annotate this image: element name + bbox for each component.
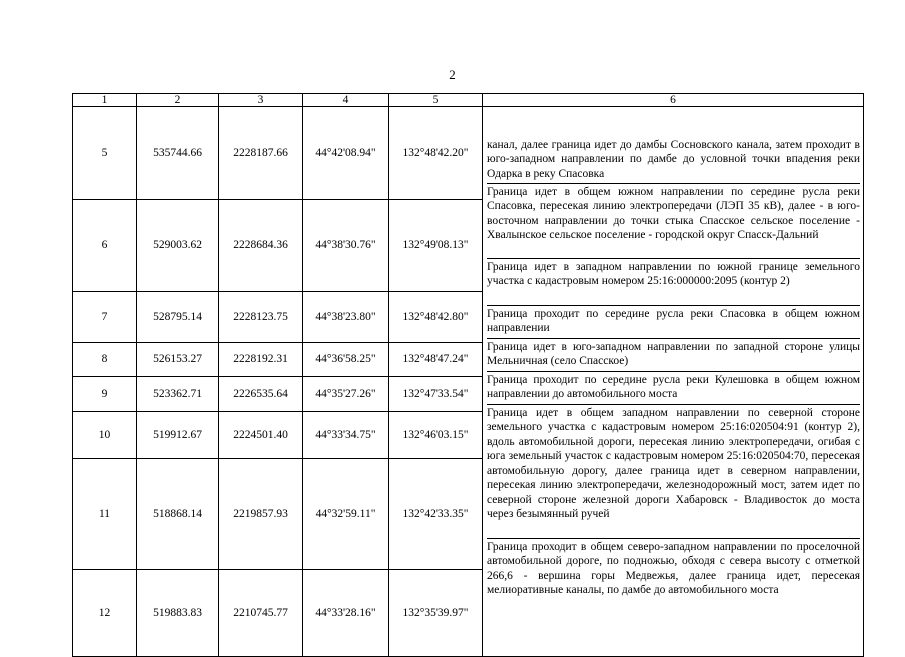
y-coordinate: 2226535.64 xyxy=(219,377,303,412)
point-number: 11 xyxy=(73,459,137,570)
boundary-description-column xyxy=(483,107,864,657)
x-coordinate: 529003.62 xyxy=(137,200,219,292)
y-coordinate: 2210745.77 xyxy=(219,570,303,657)
boundary-description: канал, далее граница идет до дамбы Сосновского канала, затем проходит в юго-западном направлении по дамбе до условной точки впадения реки Одарка в реку Спасовка xyxy=(487,138,860,180)
x-coordinate: 526153.27 xyxy=(137,343,219,377)
y-coordinate: 2224501.40 xyxy=(219,412,303,459)
boundary-description: Граница проходит по середине русла реки Кулешовка в общем южном направлении до автомобильного моста xyxy=(487,371,860,404)
point-number: 6 xyxy=(73,200,137,292)
latitude: 44°33'34.75" xyxy=(303,412,389,459)
y-coordinate: 2228192.31 xyxy=(219,343,303,377)
boundary-description: Граница проходит в общем северо-западном направлении по проселочной автомобильной дороге, по подножью, обходя с севера высоту с отметкой 266,6 - вершина горы Медвежья, далее граница идет, пересекая мелиоративные каналы, по дамбе до автомобильного моста xyxy=(487,538,860,627)
table-row xyxy=(73,107,864,200)
header-cell: 6 xyxy=(483,94,864,107)
y-coordinate: 2228684.36 xyxy=(219,200,303,292)
boundary-description: Граница проходит по середине русла реки Спасовка в общем южном направлении xyxy=(487,305,860,338)
point-number: 7 xyxy=(73,292,137,343)
table-header-row xyxy=(73,94,864,107)
boundary-description: Граница идет в юго-западном направлении по западной стороне улицы Мельничная (село Спасское) xyxy=(487,338,860,371)
y-coordinate: 2228123.75 xyxy=(219,292,303,343)
latitude: 44°33'28.16" xyxy=(303,570,389,657)
x-coordinate: 528795.14 xyxy=(137,292,219,343)
longitude: 132°42'33.35" xyxy=(389,459,483,570)
longitude: 132°48'42.80" xyxy=(389,292,483,343)
header-cell: 2 xyxy=(137,94,219,107)
latitude: 44°32'59.11" xyxy=(303,459,389,570)
header-cell: 4 xyxy=(303,94,389,107)
boundary-description: Граница идет в западном направлении по южной границе земельного участка с кадастровым номером 25:16:000000:2095 (контур 2) xyxy=(487,258,860,305)
point-number: 10 xyxy=(73,412,137,459)
longitude: 132°47'33.54" xyxy=(389,377,483,412)
x-coordinate: 535744.66 xyxy=(137,107,219,200)
longitude: 132°49'08.13" xyxy=(389,200,483,292)
header-cell: 5 xyxy=(389,94,483,107)
point-number: 5 xyxy=(73,107,137,200)
latitude: 44°38'30.76" xyxy=(303,200,389,292)
boundary-description: Граница идет в общем западном направлении по северной стороне земельного участка с кадастровым номером 25:16:020504:91 (контур 2), вдоль автомобильной дороги, пересекая линию электропередачи, огибая с юга земельный участок с кадастровым номером 25:16:020504:70, пересекая автомобильную дорогу, далее граница идет в северном направлении, пересекая линию электропередачи, железнодорожный мост, затем идет по северной стороне железной дороги Хабаровск - Владивосток до моста через безымянный ручей xyxy=(487,404,860,538)
y-coordinate: 2228187.66 xyxy=(219,107,303,200)
longitude: 132°46'03.15" xyxy=(389,412,483,459)
point-number: 12 xyxy=(73,570,137,657)
x-coordinate: 518868.14 xyxy=(137,459,219,570)
page-number: 2 xyxy=(449,67,456,82)
boundary-description: Граница идет в общем южном направлении по середине русла реки Спасовка, пересекая линию электропередачи (ЛЭП 35 кВ), далее - в юго-восточном направлении до точки стыка Спасское сельское поселение - Хвалынское сельское поселение - городской округ Спасск-Дальний xyxy=(487,183,860,258)
longitude: 132°35'39.97" xyxy=(389,570,483,657)
x-coordinate: 519912.67 xyxy=(137,412,219,459)
x-coordinate: 519883.83 xyxy=(137,570,219,657)
x-coordinate: 523362.71 xyxy=(137,377,219,412)
header-cell: 1 xyxy=(73,94,137,107)
header-cell: 3 xyxy=(219,94,303,107)
latitude: 44°35'27.26" xyxy=(303,377,389,412)
longitude: 132°48'47.24" xyxy=(389,343,483,377)
latitude: 44°38'23.80" xyxy=(303,292,389,343)
latitude: 44°42'08.94" xyxy=(303,107,389,200)
latitude: 44°36'58.25" xyxy=(303,343,389,377)
y-coordinate: 2219857.93 xyxy=(219,459,303,570)
boundary-points-table xyxy=(72,93,864,657)
point-number: 9 xyxy=(73,377,137,412)
longitude: 132°48'42.20" xyxy=(389,107,483,200)
point-number: 8 xyxy=(73,343,137,377)
